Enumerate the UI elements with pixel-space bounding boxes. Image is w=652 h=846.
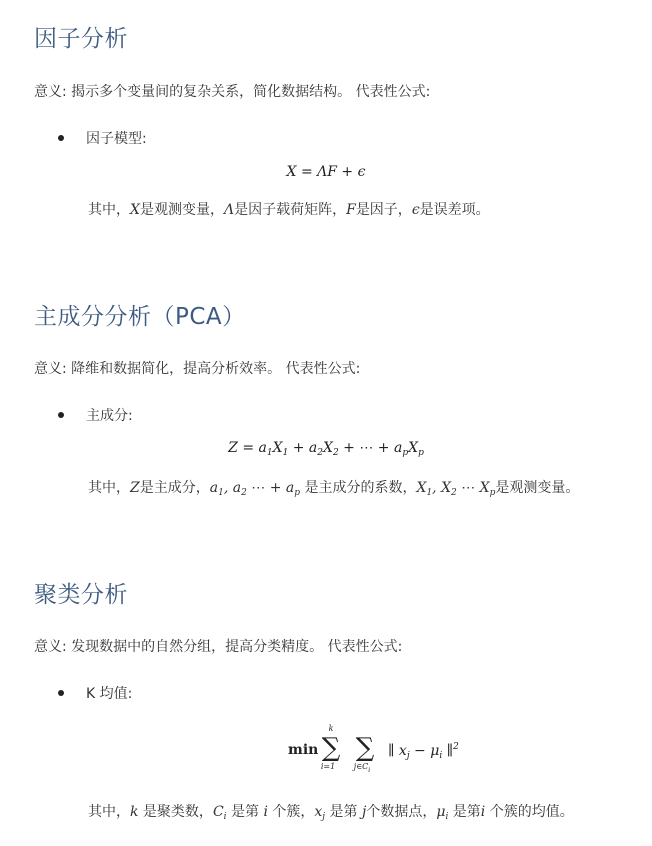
sigma-icon: ∑	[355, 733, 375, 763]
math-var: Λ	[223, 202, 235, 218]
formula-k-means	[280, 724, 480, 784]
section-heading-pca: 主成分分析（PCA）	[34, 304, 246, 330]
bullet-label: 因子模型:	[86, 131, 147, 147]
explain-text: 是主成分的系数，	[300, 480, 417, 496]
bullet-label: K 均值:	[86, 686, 133, 702]
bullet-dot-icon	[58, 412, 64, 418]
bullet-principal-component	[58, 405, 133, 425]
pca-intro: 意义: 降维和数据简化，提高分析效率。 代表性公式:	[34, 361, 361, 377]
math-var: X	[130, 202, 140, 218]
bullet-dot-icon	[58, 135, 64, 141]
math-var: $C_i$	[212, 804, 227, 822]
explain-text: 其中，	[88, 202, 130, 218]
sum-upper-limit: k	[328, 724, 334, 733]
sum-lower-limit: i=1	[320, 762, 336, 771]
explain-text: 其中，	[88, 480, 130, 496]
cluster-intro: 意义: 发现数据中的自然分组，提高分类精度。 代表性公式:	[34, 639, 403, 655]
explain-text: 是观测变量，	[139, 202, 224, 218]
math-var: i	[263, 804, 268, 820]
pca-explanation	[88, 477, 579, 498]
sigma-icon: ∑	[321, 733, 341, 763]
factor-model-explanation	[88, 199, 490, 219]
math-var: i	[480, 804, 486, 820]
math-var: F	[346, 202, 356, 218]
explain-text: 是因子载荷矩阵，	[234, 202, 347, 218]
math-var: $x_j$	[314, 804, 326, 822]
formula-pca: $Z = a_1X_1 + a_2X_2$ + ⋯ + $a_pX_p$	[228, 440, 424, 458]
math-var: k	[130, 804, 139, 820]
explain-text: 是因子，	[355, 202, 412, 218]
k-means-explanation: 其中，k 是聚类数，$C_i$ 是第 i 个簇，$x_j$ 是第 j个数据点，$\mu_i$ 是第i 个簇的均值。	[88, 804, 574, 822]
math-observed-vars: $X_1$, $X_2$ ⋯ $X_p$	[416, 480, 496, 498]
math-coefficients: $a_1$, $a_2$ ⋯ + $a_p$	[209, 480, 301, 498]
norm-term: ∥ $x_j - \mu_i$ ∥$^2$	[388, 742, 459, 761]
bullet-factor-model	[58, 128, 147, 148]
section-heading-factor-analysis: 因子分析	[34, 26, 128, 52]
bullet-label: 主成分:	[86, 408, 133, 424]
math-var: ϵ	[411, 202, 420, 218]
factor-analysis-intro: 意义: 揭示多个变量间的复杂关系，简化数据结构。 代表性公式:	[34, 84, 431, 100]
min-operator: min	[288, 742, 319, 758]
explain-text: 是观测变量。	[495, 480, 580, 496]
bullet-dot-icon	[58, 690, 64, 696]
section-heading-cluster-analysis: 聚类分析	[34, 582, 128, 608]
formula-factor-model: X = ΛF + ϵ	[286, 164, 366, 180]
math-var: $\mu_i$	[436, 804, 449, 822]
sum-over-points	[354, 724, 376, 774]
explain-text: 是误差项。	[419, 202, 490, 218]
sum-lower-limit: $j\in C_i$	[353, 762, 371, 774]
explain-text: 是主成分，	[139, 480, 210, 496]
math-var: j	[362, 804, 367, 820]
math-var: Z	[130, 480, 140, 496]
sum-over-clusters	[320, 724, 342, 771]
bullet-k-means	[58, 683, 132, 703]
